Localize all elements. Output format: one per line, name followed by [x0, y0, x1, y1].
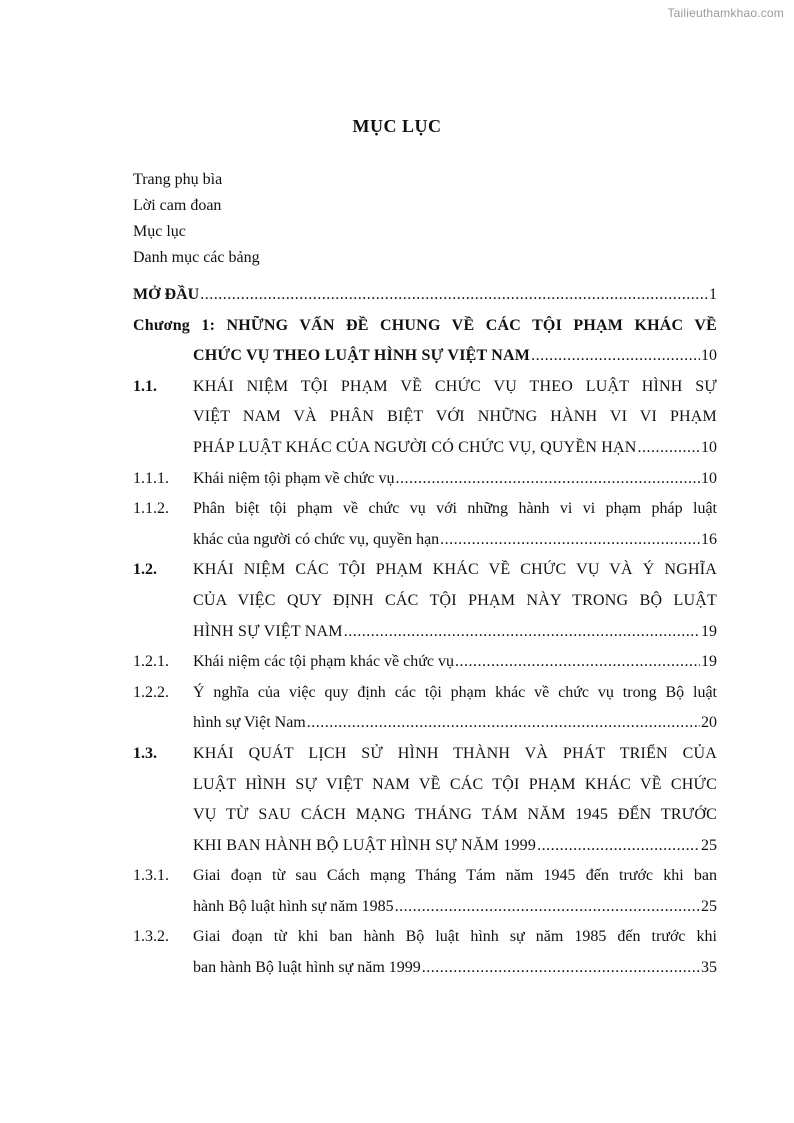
section-number: 1.3.1.	[133, 867, 169, 885]
section-title-line: Ý nghĩa của việc quy định các tội phạm khác về chức vụ trong Bộ luật	[193, 683, 717, 701]
section-title-line: HÌNH SỰ VIỆT NAM	[193, 622, 343, 640]
section-title-line: Phân biệt tội phạm về chức vụ với những hành vi vi phạm pháp luật	[193, 500, 717, 518]
chapter-prefix: Chương 1	[133, 316, 210, 334]
toc-entry-1-1-2	[133, 499, 717, 530]
toc-entry-1-3-1	[133, 866, 717, 897]
toc-entry-1-2-cont	[133, 591, 717, 622]
toc-page-number: 35	[701, 959, 717, 977]
section-number: 1.1.2.	[133, 500, 169, 518]
section-number: 1.3.	[133, 744, 157, 762]
toc-entry-1-2-1	[133, 652, 717, 683]
front-matter-item: Mục lục	[133, 223, 186, 240]
section-title-line: Khái niệm các tội phạm khác về chức vụ	[193, 653, 455, 671]
toc-entry-1-2	[133, 560, 717, 591]
section-number: 1.2.	[133, 561, 157, 579]
toc-page-number: 19	[701, 622, 717, 640]
section-title-line: khác của người có chức vụ, quyền hạn	[193, 530, 440, 548]
section-number: 1.2.2.	[133, 683, 169, 701]
section-number: 1.1.1.	[133, 469, 169, 487]
section-title-line: PHÁP LUẬT KHÁC CỦA NGƯỜI CÓ CHỨC VỤ, QUYỀN HẠN	[193, 438, 637, 456]
front-matter-item: Trang phụ bìa	[133, 171, 223, 188]
dot-leader	[537, 836, 700, 856]
watermark-text: Tailieuthamkhao.com	[667, 6, 784, 20]
toc-page-number: 10	[701, 469, 717, 487]
front-matter-list	[133, 170, 260, 274]
page-title: MỤC LỤC	[352, 116, 442, 136]
section-title-line: KHI BAN HÀNH BỘ LUẬT HÌNH SỰ NĂM 1999	[193, 836, 537, 854]
section-title-line: hình sự Việt Nam	[193, 714, 306, 732]
dot-leader	[307, 713, 700, 733]
section-title-line: CỦA VIỆC QUY ĐỊNH CÁC TỘI PHẠM NÀY TRONG BỘ LUẬT	[193, 591, 717, 609]
dot-leader	[455, 652, 700, 672]
toc-entry-chapter-1-cont	[133, 346, 717, 377]
toc-page-number: 10	[701, 438, 717, 456]
section-title-line: ban hành Bộ luật hình sự năm 1999	[193, 959, 421, 977]
dot-leader	[440, 530, 700, 550]
toc-page-number: 25	[701, 897, 717, 915]
chapter-title-line: CHỨC VỤ THEO LUẬT HÌNH SỰ VIỆT NAM	[193, 347, 531, 365]
toc-entry-1-3-1-cont	[133, 897, 717, 928]
toc-entry-1-1-2-cont	[133, 530, 717, 561]
dot-leader	[638, 438, 700, 458]
toc-entry-1-1-1	[133, 469, 717, 500]
toc-page-number: 1	[709, 286, 717, 303]
toc-page-number: 10	[701, 347, 717, 365]
toc-page-number: 16	[701, 530, 717, 548]
section-title-line: Khái niệm tội phạm về chức vụ	[193, 469, 395, 487]
section-title-line: LUẬT HÌNH SỰ VIỆT NAM VỀ CÁC TỘI PHẠM KHÁC VỀ CHỨC	[193, 775, 717, 793]
toc-entry-1-1-cont	[133, 407, 717, 438]
section-title-line: Giai đoạn từ khi ban hành Bộ luật hình sự năm 1985 đến trước khi	[193, 928, 717, 946]
section-title-line: KHÁI NIỆM TỘI PHẠM VỀ CHỨC VỤ THEO LUẬT HÌNH SỰ	[193, 377, 717, 395]
dot-leader	[395, 897, 700, 917]
toc-entry-1-2-2	[133, 683, 717, 714]
toc-entry-label: MỞ ĐẦU	[133, 286, 200, 303]
toc-entry-1-3-cont	[133, 836, 717, 867]
section-number: 1.3.2.	[133, 928, 169, 946]
toc-entry-intro	[133, 285, 717, 316]
table-of-contents	[133, 285, 717, 989]
section-title-line: KHÁI QUÁT LỊCH SỬ HÌNH THÀNH VÀ PHÁT TRIỂN CỦA	[193, 744, 717, 762]
toc-entry-1-1	[133, 377, 717, 408]
toc-entry-1-1-cont	[133, 438, 717, 469]
toc-entry-1-3-cont	[133, 805, 717, 836]
toc-entry-1-3	[133, 744, 717, 775]
section-title-line: VIỆT NAM VÀ PHÂN BIỆT VỚI NHỮNG HÀNH VI VI PHẠM	[193, 408, 717, 426]
toc-entry-1-3-2	[133, 927, 717, 958]
section-title-line: Giai đoạn từ sau Cách mạng Tháng Tám năm 1945 đến trước khi ban	[193, 867, 717, 885]
section-title-line: VỤ TỪ SAU CÁCH MẠNG THÁNG TÁM NĂM 1945 ĐẾN TRƯỚC	[193, 806, 717, 824]
dot-leader	[422, 958, 700, 978]
toc-page-number: 20	[701, 714, 717, 732]
toc-page-number: 25	[701, 836, 717, 854]
toc-entry-1-2-cont	[133, 622, 717, 653]
dot-leader	[531, 346, 700, 366]
dot-leader	[396, 469, 700, 489]
toc-entry-1-3-2-cont	[133, 958, 717, 989]
dot-leader	[344, 622, 700, 642]
section-number: 1.1.	[133, 377, 157, 395]
front-matter-item: Lời cam đoan	[133, 197, 222, 214]
toc-entry-chapter-1	[133, 316, 717, 347]
section-number: 1.2.1.	[133, 653, 169, 671]
toc-entry-1-2-2-cont	[133, 713, 717, 744]
section-title-line: KHÁI NIỆM CÁC TỘI PHẠM KHÁC VỀ CHỨC VỤ VÀ Ý NGHĨA	[193, 561, 717, 579]
section-title-line: hành Bộ luật hình sự năm 1985	[193, 897, 394, 915]
toc-page-number: 19	[701, 653, 717, 671]
toc-entry-1-3-cont	[133, 775, 717, 806]
front-matter-item: Danh mục các bảng	[133, 249, 260, 266]
dot-leader	[200, 285, 708, 305]
chapter-title-line: : NHỮNG VẤN ĐỀ CHUNG VỀ CÁC TỘI PHẠM KHÁC VỀ	[209, 316, 717, 334]
